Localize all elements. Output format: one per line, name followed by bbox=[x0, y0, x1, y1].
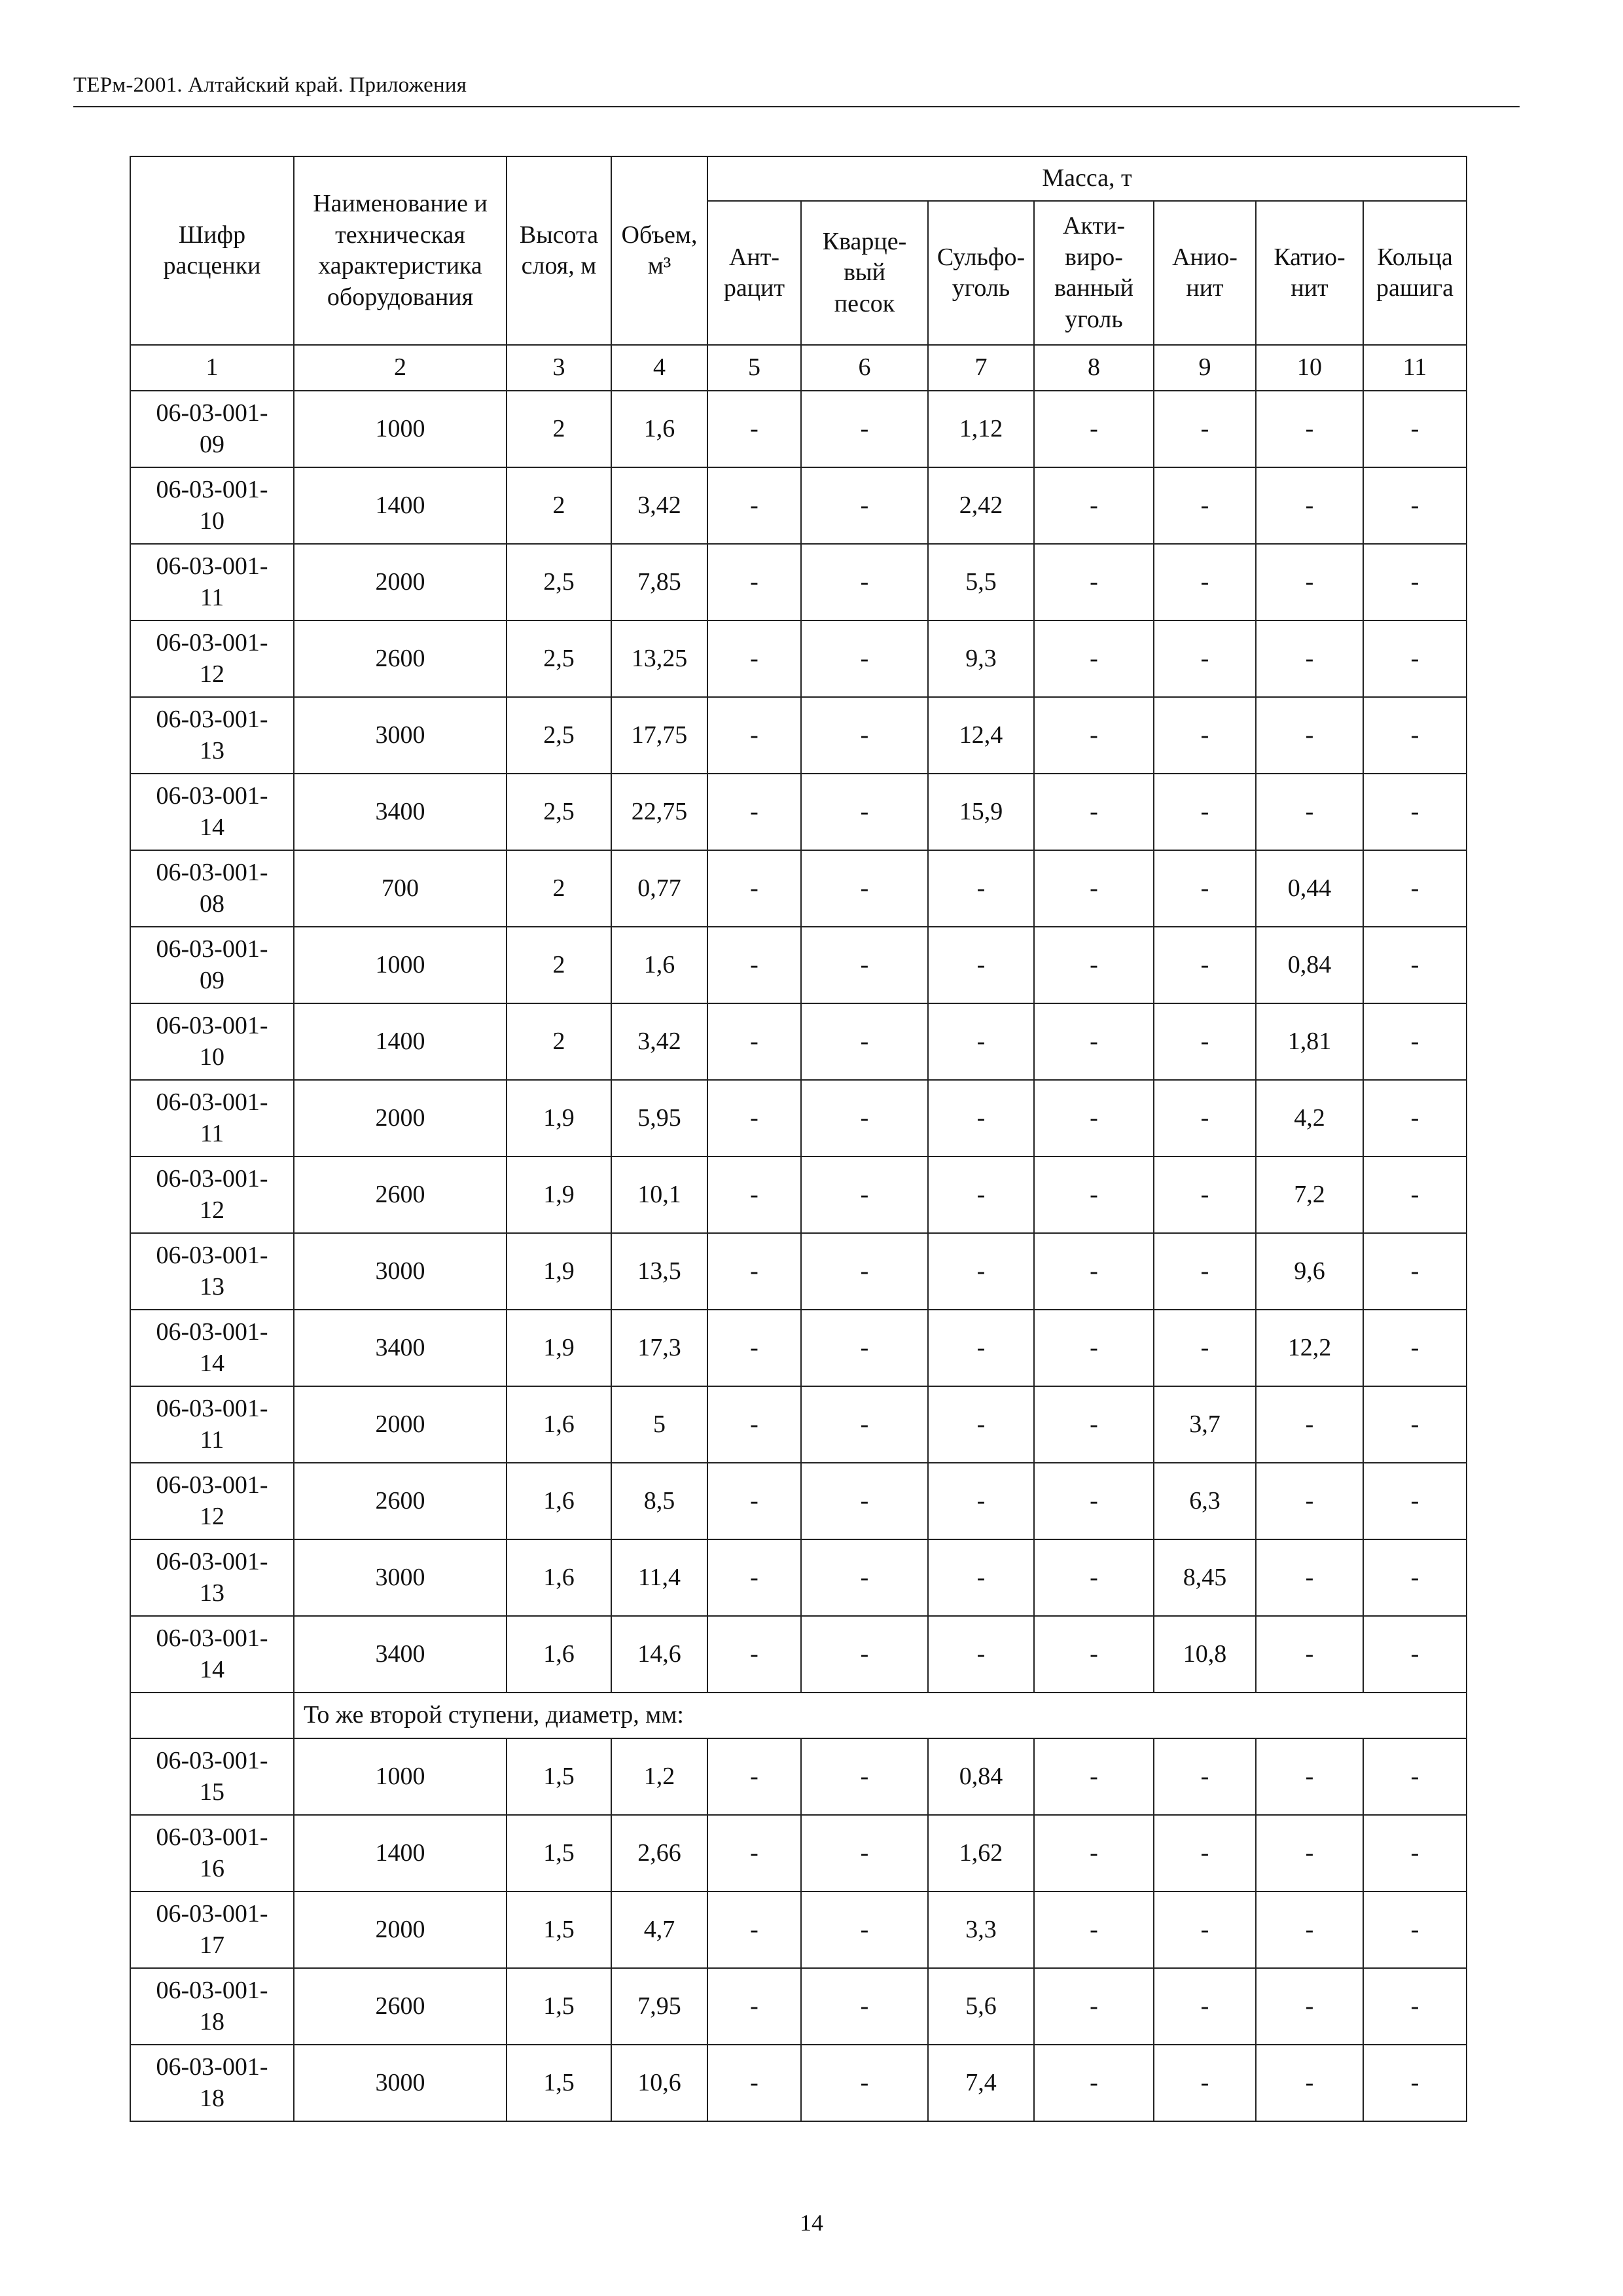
rate-code-cell: 06-03-001- 16 bbox=[130, 1815, 294, 1892]
header-row bbox=[130, 156, 1467, 201]
table-row bbox=[130, 1080, 1467, 1157]
table-cell: - bbox=[1154, 927, 1256, 1003]
table-cell: - bbox=[1363, 2045, 1467, 2121]
rate-code-cell: 06-03-001- 11 bbox=[130, 1080, 294, 1157]
page-number: 14 bbox=[800, 2210, 823, 2236]
table-row bbox=[130, 927, 1467, 1003]
table-row bbox=[130, 544, 1467, 620]
table-cell: - bbox=[1154, 1080, 1256, 1157]
table-cell: 1,6 bbox=[611, 927, 707, 1003]
table-cell: 1,6 bbox=[507, 1386, 611, 1463]
table-cell: - bbox=[801, 1892, 928, 1968]
table-row bbox=[130, 1463, 1467, 1539]
table-cell: 9,6 bbox=[1256, 1233, 1363, 1310]
table-cell: - bbox=[1154, 467, 1256, 544]
table-cell: 2000 bbox=[294, 1386, 507, 1463]
rate-code-cell: 06-03-001- 18 bbox=[130, 2045, 294, 2121]
table-cell: 1,5 bbox=[507, 1968, 611, 2045]
table-cell: 1,6 bbox=[507, 1539, 611, 1616]
table-cell: 1,5 bbox=[507, 1892, 611, 1968]
table-cell: 2 bbox=[507, 850, 611, 927]
running-head: ТЕРм-2001. Алтайский край. Приложения bbox=[73, 73, 467, 97]
table-cell: - bbox=[707, 1003, 801, 1080]
table-cell: 4,2 bbox=[1256, 1080, 1363, 1157]
table-cell: 13,25 bbox=[611, 620, 707, 697]
table-cell: - bbox=[707, 467, 801, 544]
table-cell: - bbox=[801, 850, 928, 927]
table-cell: 3,42 bbox=[611, 467, 707, 544]
table-cell: - bbox=[801, 1463, 928, 1539]
table-cell: - bbox=[1363, 467, 1467, 544]
table-cell: 700 bbox=[294, 850, 507, 927]
table-cell: - bbox=[707, 391, 801, 467]
rate-code-cell: 06-03-001- 12 bbox=[130, 620, 294, 697]
rate-code-cell: 06-03-001- 08 bbox=[130, 850, 294, 927]
table-cell: - bbox=[1256, 391, 1363, 467]
table-cell: - bbox=[801, 1233, 928, 1310]
table-cell: - bbox=[1154, 1157, 1256, 1233]
table-cell: - bbox=[1034, 467, 1154, 544]
rate-code-cell: 06-03-001- 14 bbox=[130, 774, 294, 850]
table-cell: 5,95 bbox=[611, 1080, 707, 1157]
table-row bbox=[130, 1539, 1467, 1616]
table-cell: 22,75 bbox=[611, 774, 707, 850]
table-cell: - bbox=[1154, 391, 1256, 467]
table-cell: - bbox=[707, 1892, 801, 1968]
table-row bbox=[130, 1157, 1467, 1233]
table-cell: - bbox=[1256, 544, 1363, 620]
table-row bbox=[130, 1815, 1467, 1892]
table-cell: - bbox=[801, 1815, 928, 1892]
table-cell bbox=[130, 1693, 294, 1738]
table-cell: - bbox=[1256, 1892, 1363, 1968]
table-cell: 2000 bbox=[294, 544, 507, 620]
table-cell: 2000 bbox=[294, 1080, 507, 1157]
table-row bbox=[130, 1386, 1467, 1463]
table-cell: - bbox=[1034, 774, 1154, 850]
table-cell: 2,5 bbox=[507, 544, 611, 620]
table-cell: - bbox=[1256, 1386, 1363, 1463]
table-row bbox=[130, 1968, 1467, 2045]
table-cell: - bbox=[1034, 1539, 1154, 1616]
column-header: Шифр расценки bbox=[130, 156, 294, 345]
table-cell: 3400 bbox=[294, 1616, 507, 1693]
table-header bbox=[130, 156, 1467, 391]
table-cell: 15,9 bbox=[928, 774, 1034, 850]
table-cell: - bbox=[1154, 1815, 1256, 1892]
table-cell: - bbox=[1256, 1738, 1363, 1815]
table-cell: - bbox=[1363, 1080, 1467, 1157]
rate-code-cell: 06-03-001- 13 bbox=[130, 1233, 294, 1310]
table-cell: - bbox=[1154, 544, 1256, 620]
table-cell: 1400 bbox=[294, 1003, 507, 1080]
rate-code-cell: 06-03-001- 13 bbox=[130, 1539, 294, 1616]
table-cell: 0,84 bbox=[1256, 927, 1363, 1003]
table-cell: 0,77 bbox=[611, 850, 707, 927]
table-cell: - bbox=[1363, 927, 1467, 1003]
table-cell: 3400 bbox=[294, 774, 507, 850]
table-cell: - bbox=[1034, 1003, 1154, 1080]
table-cell: - bbox=[1363, 1157, 1467, 1233]
table-cell: 6,3 bbox=[1154, 1463, 1256, 1539]
table-cell: 13,5 bbox=[611, 1233, 707, 1310]
table-cell: - bbox=[1256, 620, 1363, 697]
table-cell: 3000 bbox=[294, 1233, 507, 1310]
table-cell: - bbox=[1256, 1815, 1363, 1892]
table-cell: 2000 bbox=[294, 1892, 507, 1968]
table-cell: - bbox=[801, 1080, 928, 1157]
column-number: 1 bbox=[130, 345, 294, 391]
table-cell: 2,42 bbox=[928, 467, 1034, 544]
table-cell: - bbox=[801, 1386, 928, 1463]
table-cell: - bbox=[928, 1539, 1034, 1616]
table-cell: 1,5 bbox=[507, 1815, 611, 1892]
rate-code-cell: 06-03-001- 18 bbox=[130, 1968, 294, 2045]
table-cell: 1,9 bbox=[507, 1233, 611, 1310]
table-row bbox=[130, 774, 1467, 850]
table-cell: - bbox=[801, 1616, 928, 1693]
table-cell: 1,6 bbox=[507, 1463, 611, 1539]
table-cell: - bbox=[1256, 1968, 1363, 2045]
table-cell: 10,1 bbox=[611, 1157, 707, 1233]
table-cell: - bbox=[707, 1815, 801, 1892]
table-cell: - bbox=[1363, 1738, 1467, 1815]
table-cell: - bbox=[801, 1003, 928, 1080]
table-cell: 5 bbox=[611, 1386, 707, 1463]
table-cell: - bbox=[707, 1616, 801, 1693]
table-cell: - bbox=[1363, 1968, 1467, 2045]
table-cell: - bbox=[707, 620, 801, 697]
table-cell: - bbox=[928, 1616, 1034, 1693]
table-row bbox=[130, 1892, 1467, 1968]
table-cell: 1,9 bbox=[507, 1310, 611, 1386]
table-cell: 1000 bbox=[294, 927, 507, 1003]
table-cell: - bbox=[801, 1539, 928, 1616]
table-cell: - bbox=[1034, 1157, 1154, 1233]
table-cell: - bbox=[707, 1310, 801, 1386]
table-cell: 1400 bbox=[294, 467, 507, 544]
rate-code-cell: 06-03-001- 11 bbox=[130, 1386, 294, 1463]
table-cell: - bbox=[1256, 1539, 1363, 1616]
table-cell: 2,5 bbox=[507, 774, 611, 850]
table-cell: - bbox=[1363, 697, 1467, 774]
table-cell: 1,12 bbox=[928, 391, 1034, 467]
table-cell: - bbox=[1363, 1386, 1467, 1463]
table-row bbox=[130, 1233, 1467, 1310]
table-cell: 10,6 bbox=[611, 2045, 707, 2121]
table-cell: - bbox=[801, 927, 928, 1003]
table-cell: - bbox=[1154, 2045, 1256, 2121]
table-cell: - bbox=[801, 1738, 928, 1815]
column-header: Высота слоя, м bbox=[507, 156, 611, 345]
table-cell: - bbox=[1256, 697, 1363, 774]
column-header: Анио- нит bbox=[1154, 201, 1256, 345]
table-cell: - bbox=[1034, 391, 1154, 467]
table-cell: - bbox=[1034, 1616, 1154, 1693]
column-header: Ант- рацит bbox=[707, 201, 801, 345]
table-cell: 12,2 bbox=[1256, 1310, 1363, 1386]
table-cell: - bbox=[1256, 1616, 1363, 1693]
table-cell: - bbox=[707, 850, 801, 927]
table-cell: 1,2 bbox=[611, 1738, 707, 1815]
table-cell: 10,8 bbox=[1154, 1616, 1256, 1693]
rate-code-cell: 06-03-001- 12 bbox=[130, 1463, 294, 1539]
table-cell: 3400 bbox=[294, 1310, 507, 1386]
table-cell: - bbox=[1034, 697, 1154, 774]
table-cell: - bbox=[1154, 1310, 1256, 1386]
table-cell: 1,6 bbox=[507, 1616, 611, 1693]
table-cell: - bbox=[1034, 544, 1154, 620]
table-cell: - bbox=[707, 1968, 801, 2045]
table-cell: 7,4 bbox=[928, 2045, 1034, 2121]
table-cell: - bbox=[1363, 620, 1467, 697]
table-cell: 11,4 bbox=[611, 1539, 707, 1616]
table-cell: - bbox=[1154, 774, 1256, 850]
rate-code-cell: 06-03-001- 14 bbox=[130, 1616, 294, 1693]
table-cell: 1400 bbox=[294, 1815, 507, 1892]
table-cell: - bbox=[1363, 774, 1467, 850]
column-number: 4 bbox=[611, 345, 707, 391]
table-cell: - bbox=[707, 1233, 801, 1310]
table-cell: - bbox=[801, 1157, 928, 1233]
table-row bbox=[130, 391, 1467, 467]
column-number: 11 bbox=[1363, 345, 1467, 391]
table-cell: - bbox=[1363, 1815, 1467, 1892]
table-cell: - bbox=[928, 1386, 1034, 1463]
table-cell: - bbox=[1363, 1003, 1467, 1080]
table-cell: - bbox=[801, 467, 928, 544]
column-header: Акти- виро- ванный уголь bbox=[1034, 201, 1154, 345]
table-cell: - bbox=[928, 1003, 1034, 1080]
table-cell: - bbox=[1363, 1463, 1467, 1539]
table-row bbox=[130, 1003, 1467, 1080]
column-number: 6 bbox=[801, 345, 928, 391]
table-cell: - bbox=[1154, 697, 1256, 774]
table-cell: - bbox=[1154, 1892, 1256, 1968]
table-cell: - bbox=[1154, 850, 1256, 927]
table-cell: 5,5 bbox=[928, 544, 1034, 620]
table-cell: - bbox=[707, 697, 801, 774]
table-cell: - bbox=[1034, 1080, 1154, 1157]
column-number: 5 bbox=[707, 345, 801, 391]
rate-code-cell: 06-03-001- 09 bbox=[130, 927, 294, 1003]
table-cell: 1,6 bbox=[611, 391, 707, 467]
table-cell: 2600 bbox=[294, 620, 507, 697]
column-number: 7 bbox=[928, 345, 1034, 391]
table-body bbox=[130, 391, 1467, 2121]
table-cell: 2 bbox=[507, 391, 611, 467]
table-cell: - bbox=[1034, 1233, 1154, 1310]
table-cell: - bbox=[1154, 1968, 1256, 2045]
group-header: Масса, т bbox=[707, 156, 1467, 201]
table-cell: 1000 bbox=[294, 1738, 507, 1815]
table-cell: - bbox=[1363, 1233, 1467, 1310]
table-cell: - bbox=[1034, 1892, 1154, 1968]
table-cell: 2600 bbox=[294, 1968, 507, 2045]
table-cell: 2 bbox=[507, 1003, 611, 1080]
rate-code-cell: 06-03-001- 13 bbox=[130, 697, 294, 774]
table-cell: - bbox=[1256, 774, 1363, 850]
column-header: Кольца рашига bbox=[1363, 201, 1467, 345]
rate-code-cell: 06-03-001- 10 bbox=[130, 1003, 294, 1080]
table-row bbox=[130, 697, 1467, 774]
table-cell: - bbox=[801, 1968, 928, 2045]
table-cell: - bbox=[707, 1463, 801, 1539]
column-number: 2 bbox=[294, 345, 507, 391]
table-cell: 7,2 bbox=[1256, 1157, 1363, 1233]
table-cell: 1,5 bbox=[507, 2045, 611, 2121]
column-number-row bbox=[130, 345, 1467, 391]
table-cell: - bbox=[707, 1738, 801, 1815]
column-number: 9 bbox=[1154, 345, 1256, 391]
table-cell: - bbox=[707, 1386, 801, 1463]
table-cell: - bbox=[1363, 1616, 1467, 1693]
table-cell: 9,3 bbox=[928, 620, 1034, 697]
table-cell: - bbox=[928, 927, 1034, 1003]
table-cell: 7,95 bbox=[611, 1968, 707, 2045]
table-cell: - bbox=[1154, 620, 1256, 697]
table-cell: - bbox=[928, 1080, 1034, 1157]
table-cell: - bbox=[1363, 1892, 1467, 1968]
column-number: 10 bbox=[1256, 345, 1363, 391]
table-row bbox=[130, 467, 1467, 544]
table-cell: - bbox=[1154, 1738, 1256, 1815]
table-cell: - bbox=[707, 2045, 801, 2121]
table-row bbox=[130, 1738, 1467, 1815]
rate-code-cell: 06-03-001- 15 bbox=[130, 1738, 294, 1815]
table-cell: - bbox=[1363, 544, 1467, 620]
table-cell: - bbox=[707, 1080, 801, 1157]
table-cell: - bbox=[1363, 850, 1467, 927]
table-cell: - bbox=[1034, 1815, 1154, 1892]
table-cell: - bbox=[928, 1463, 1034, 1539]
rate-code-cell: 06-03-001- 14 bbox=[130, 1310, 294, 1386]
table-row bbox=[130, 850, 1467, 927]
table-cell: - bbox=[1034, 1463, 1154, 1539]
table-cell: - bbox=[801, 391, 928, 467]
price-table bbox=[130, 156, 1467, 2122]
table-cell: 3,3 bbox=[928, 1892, 1034, 1968]
section-subheading: То же второй ступени, диаметр, мм: bbox=[294, 1693, 1467, 1738]
table-cell: - bbox=[1034, 927, 1154, 1003]
table-cell: - bbox=[1034, 850, 1154, 927]
table-cell: 2,5 bbox=[507, 697, 611, 774]
column-number: 8 bbox=[1034, 345, 1154, 391]
table-cell: - bbox=[1034, 2045, 1154, 2121]
table-cell: - bbox=[801, 1310, 928, 1386]
table-cell: - bbox=[707, 544, 801, 620]
table-cell: 2600 bbox=[294, 1463, 507, 1539]
table-cell: 1,5 bbox=[507, 1738, 611, 1815]
column-header: Катио- нит bbox=[1256, 201, 1363, 345]
table-cell: 1,62 bbox=[928, 1815, 1034, 1892]
table-cell: 17,3 bbox=[611, 1310, 707, 1386]
table-cell: 12,4 bbox=[928, 697, 1034, 774]
table-cell: 4,7 bbox=[611, 1892, 707, 1968]
table-cell: - bbox=[1034, 1310, 1154, 1386]
column-header: Кварце- вый песок bbox=[801, 201, 928, 345]
table-row bbox=[130, 1310, 1467, 1386]
table-row bbox=[130, 2045, 1467, 2121]
table-cell: 1,9 bbox=[507, 1080, 611, 1157]
table-cell: - bbox=[1034, 620, 1154, 697]
column-header: Наименование и техническая характеристика оборудования bbox=[294, 156, 507, 345]
table-cell: - bbox=[928, 1157, 1034, 1233]
table-cell: 1000 bbox=[294, 391, 507, 467]
table-cell: 3,7 bbox=[1154, 1386, 1256, 1463]
table-cell: - bbox=[801, 544, 928, 620]
rate-code-cell: 06-03-001- 10 bbox=[130, 467, 294, 544]
table-cell: - bbox=[1363, 1539, 1467, 1616]
table-cell: - bbox=[1034, 1386, 1154, 1463]
table-cell: 2,66 bbox=[611, 1815, 707, 1892]
table-cell: 14,6 bbox=[611, 1616, 707, 1693]
table-cell: - bbox=[1256, 1463, 1363, 1539]
table-cell: - bbox=[801, 2045, 928, 2121]
rate-code-cell: 06-03-001- 11 bbox=[130, 544, 294, 620]
column-number: 3 bbox=[507, 345, 611, 391]
table-cell: - bbox=[928, 1310, 1034, 1386]
rate-code-cell: 06-03-001- 09 bbox=[130, 391, 294, 467]
table-row bbox=[130, 1616, 1467, 1693]
table-cell: 3,42 bbox=[611, 1003, 707, 1080]
column-header: Объем, м³ bbox=[611, 156, 707, 345]
table-cell: 3000 bbox=[294, 1539, 507, 1616]
rate-code-cell: 06-03-001- 17 bbox=[130, 1892, 294, 1968]
table-cell: - bbox=[928, 850, 1034, 927]
table-cell: 2 bbox=[507, 467, 611, 544]
table-cell: - bbox=[1034, 1738, 1154, 1815]
table-cell: - bbox=[1154, 1003, 1256, 1080]
table-cell: 3000 bbox=[294, 697, 507, 774]
table-cell: 0,84 bbox=[928, 1738, 1034, 1815]
table-cell: - bbox=[707, 1157, 801, 1233]
table-cell: - bbox=[1363, 1310, 1467, 1386]
table-cell: 1,81 bbox=[1256, 1003, 1363, 1080]
table-cell: 2,5 bbox=[507, 620, 611, 697]
table-cell: - bbox=[801, 697, 928, 774]
table-cell: - bbox=[707, 927, 801, 1003]
table-cell: - bbox=[1034, 1968, 1154, 2045]
table-cell: 7,85 bbox=[611, 544, 707, 620]
table-cell: - bbox=[1363, 391, 1467, 467]
table-cell: - bbox=[801, 620, 928, 697]
table-cell: - bbox=[928, 1233, 1034, 1310]
table-cell: 2600 bbox=[294, 1157, 507, 1233]
table-row bbox=[130, 620, 1467, 697]
table-cell: - bbox=[1256, 2045, 1363, 2121]
table-cell: - bbox=[707, 1539, 801, 1616]
table-cell: 8,45 bbox=[1154, 1539, 1256, 1616]
table-cell: 1,9 bbox=[507, 1157, 611, 1233]
table-cell: 5,6 bbox=[928, 1968, 1034, 2045]
section-row bbox=[130, 1693, 1467, 1738]
table-cell: 17,75 bbox=[611, 697, 707, 774]
column-header: Сульфо- уголь bbox=[928, 201, 1034, 345]
table-cell: - bbox=[1154, 1233, 1256, 1310]
table-cell: 0,44 bbox=[1256, 850, 1363, 927]
table-cell: 3000 bbox=[294, 2045, 507, 2121]
table-cell: - bbox=[707, 774, 801, 850]
table-cell: - bbox=[801, 774, 928, 850]
rate-code-cell: 06-03-001- 12 bbox=[130, 1157, 294, 1233]
header-rule bbox=[73, 106, 1520, 107]
table-cell: 8,5 bbox=[611, 1463, 707, 1539]
table-cell: 2 bbox=[507, 927, 611, 1003]
table-cell: - bbox=[1256, 467, 1363, 544]
